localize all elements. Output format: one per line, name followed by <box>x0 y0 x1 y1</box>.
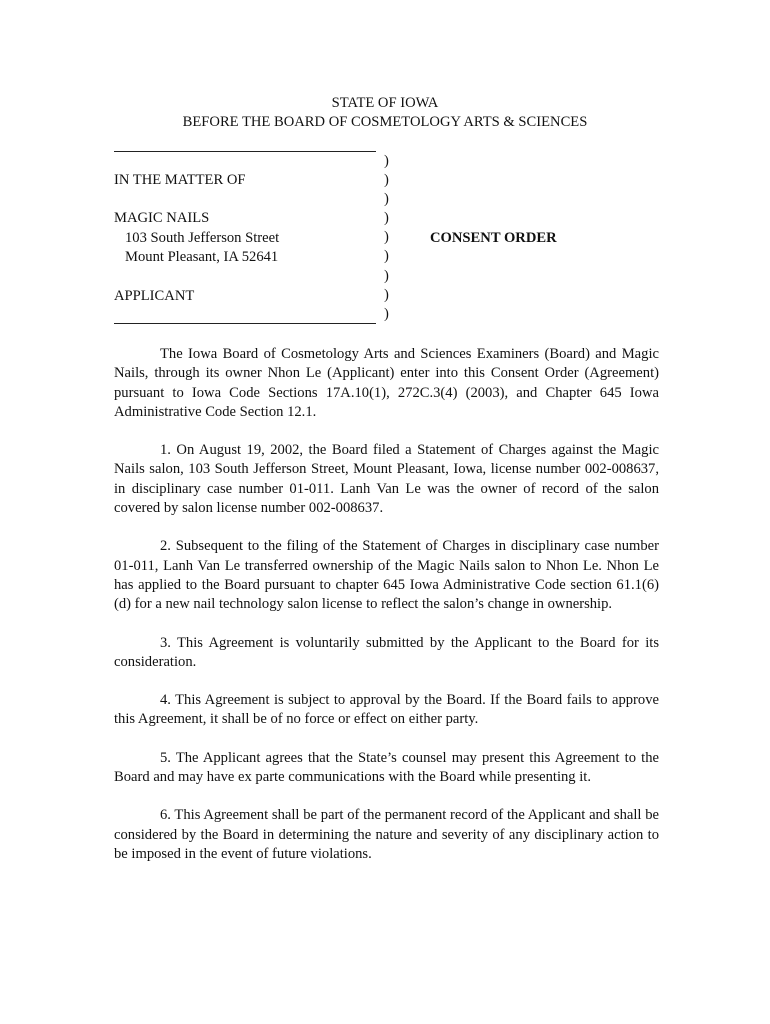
caption-rule-top <box>114 151 376 152</box>
caption-parenthesis: ) <box>384 210 389 227</box>
numbered-paragraph-1: 1. On August 19, 2002, the Board filed a Statement of Charges against the Magic Nails salon, 103 South Jefferson Street, Mount Pleasant, Iowa, license number 002-008637, in disciplinary case number 01-011. Lanh Van Le was the owner of record of the salon covered by salon license number 002-008637. <box>114 442 659 517</box>
numbered-paragraph-6: 6. This Agreement shall be part of the permanent record of the Applicant and shall be considered by the Board in determining the nature and severity of any disciplinary action to be imposed in the event of future violations. <box>114 807 659 862</box>
consent-order-title: CONSENT ORDER <box>430 230 557 246</box>
caption-party-role: APPLICANT <box>114 288 195 304</box>
numbered-paragraph-4: 4. This Agreement is subject to approval by the Board. If the Board fails to approve this Agreement, it shall be of no force or effect on either party. <box>114 692 659 728</box>
caption-parenthesis: ) <box>384 172 389 189</box>
caption-in-the-matter: IN THE MATTER OF <box>114 172 246 188</box>
caption-address-street: 103 South Jefferson Street <box>125 230 280 246</box>
caption-parenthesis: ) <box>384 305 389 322</box>
caption-parenthesis-column <box>384 152 394 324</box>
caption-parenthesis: ) <box>384 153 389 169</box>
caption-parenthesis: ) <box>384 248 389 265</box>
numbered-paragraph-5: 5. The Applicant agrees that the State’s counsel may present this Agreement to the Board and may have ex parte communications with the Board while presenting it. <box>114 749 659 786</box>
document-body <box>114 345 659 883</box>
caption-parenthesis: ) <box>384 191 389 208</box>
caption-address-city: Mount Pleasant, IA 52641 <box>125 249 279 265</box>
caption-parenthesis: ) <box>384 267 389 284</box>
heading-state: STATE OF IOWA <box>331 95 439 111</box>
caption-parenthesis: ) <box>384 286 389 303</box>
numbered-paragraph-2: 2. Subsequent to the filing of the Statement of Charges in disciplinary case number 01-011, Lanh Van Le transferred ownership of the Magic Nails salon to Nhon Le. Nhon Le has applied to the Board pursuant to chapter 645 Iowa Administrative Code section 61.1(6)(d) for a new nail technology salon license to reflect the salon’s change in ownership. <box>114 538 659 613</box>
heading-board: BEFORE THE BOARD OF COSMETOLOGY ARTS & SCIENCES <box>182 114 588 130</box>
caption-parenthesis: ) <box>384 229 389 246</box>
caption-rule-bottom <box>114 323 376 324</box>
intro-paragraph: The Iowa Board of Cosmetology Arts and Sciences Examiners (Board) and Magic Nails, through its owner Nhon Le (Applicant) enter into this Consent Order (Agreement) pursuant to Iowa Code Sections 17A.10(1), 272C.3(4) (2003), and Chapter 645 Iowa Administrative Code Section 12.1. <box>114 346 659 420</box>
caption-party-name: MAGIC NAILS <box>114 210 210 226</box>
numbered-paragraph-3: 3. This Agreement is voluntarily submitted by the Applicant to the Board for its consideration. <box>114 634 659 670</box>
